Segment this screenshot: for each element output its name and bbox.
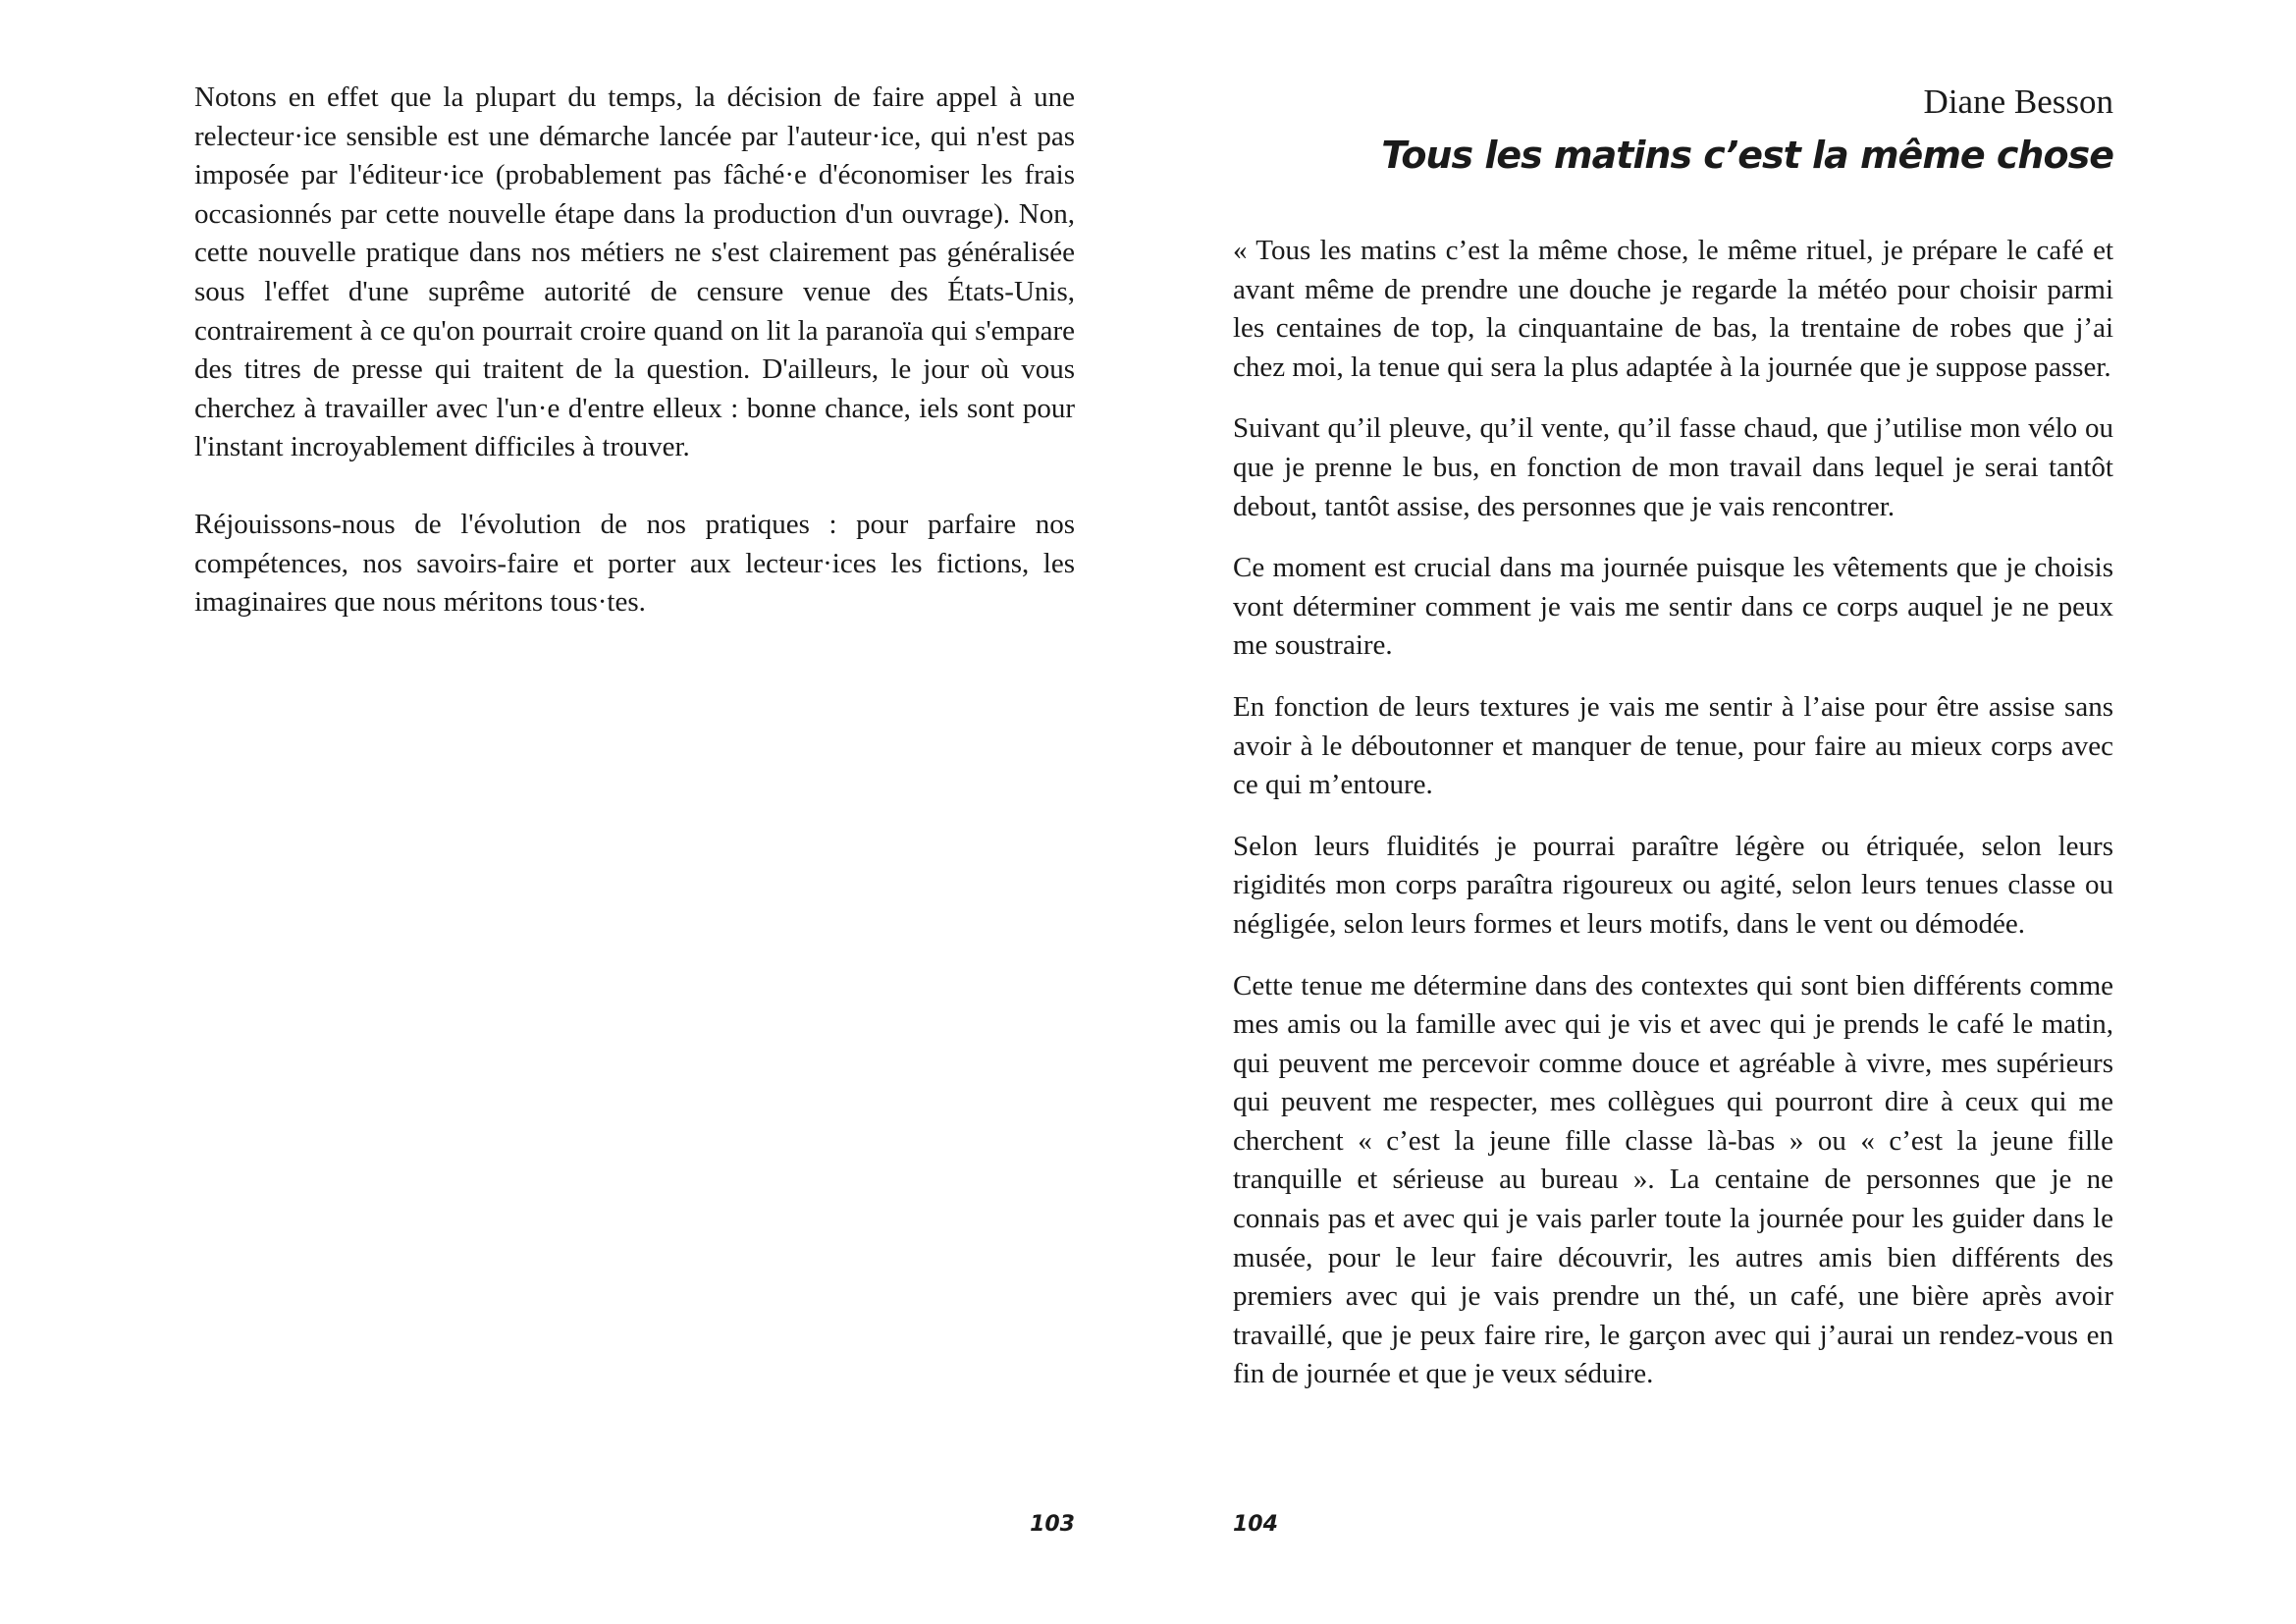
left-page-number: 103	[1030, 1512, 1075, 1537]
left-paragraph-1: Notons en effet que la plupart du temps, la décision de faire appel à une relecteur·ice sensible est une démarche lancée par l'auteur·ice, qui n'est pas imposée par l'éditeur·ice (probablement pas fâché·e d'économiser les frais occasionnés par cette nouvelle étape dans la production d'un ouvrage). Non, cette nouvelle pratique dans nos métiers ne s'est clairement pas généralisée sous l'effet d'une suprême autorité de censure venue des États-Unis, contrairement à ce qu'on pourrait croire quand on lit la paranoïa qui s'empare des titres de presse qui traitent de la question. D'ailleurs, le jour où vous cherchez à travailler avec l'un·e d'entre elleux : bonne chance, iels sont pour l'instant incroyablement difficiles à trouver.	[194, 81, 1075, 463]
right-paragraph-6: Cette tenue me détermine dans des contextes qui sont bien différents comme mes amis ou la famille avec qui je vis et avec qui je prends le café le matin, qui peuvent me percevoir comme douce et agréable à vivre, mes supérieurs qui peuvent me respecter, mes collègues qui pourront dire à ceux qui me cherchent « c’est la jeune fille classe là-bas » ou « c’est la jeune fille tranquille et sérieuse au bureau ». La centaine de personnes que je ne connais pas et avec qui je vais parler toute la journée pour les guider dans le musée, pour le leur faire découvrir, les autres amis bien différents des premiers avec qui je vais prendre un thé, un café, une bière après avoir travaillé, que je peux faire rire, le garçon avec qui j’aurai un rendez-vous en fin de journée et que je veux séduire.	[1233, 969, 2113, 1390]
left-paragraph-2: Réjouissons-nous de l'évolution de nos pratiques : pour parfaire nos compétences, nos savoirs-faire et porter aux lecteur·ices les fictions, les imaginaires que nous méritons tous·tes.	[194, 508, 1075, 619]
right-page-body	[1233, 232, 2113, 1394]
author-name: Diane Besson	[1923, 82, 2113, 121]
right-page	[1148, 0, 2296, 1624]
right-paragraph-3: Ce moment est crucial dans ma journée puisque les vêtements que je choisis vont déterminer comment je vais me sentir dans ce corps auquel je ne peux me soustraire.	[1233, 552, 2113, 662]
right-paragraph-4: En fonction de leurs textures je vais me sentir à l’aise pour être assise sans avoir à le déboutonner et manquer de tenue, pour faire au mieux corps avec ce qui m’entoure.	[1233, 690, 2113, 801]
right-page-number: 104	[1233, 1512, 1278, 1537]
right-paragraph-5: Selon leurs fluidités je pourrai paraître légère ou étriquée, selon leurs rigidités mon corps paraîtra rigoureux ou agité, selon leurs tenues classe ou négligée, selon leurs formes et leurs motifs, dans le vent ou démodée.	[1233, 830, 2113, 940]
left-page-body	[194, 79, 1075, 623]
chapter-title: Tous les matins c’est la même chose	[1381, 134, 2113, 177]
right-paragraph-1: « Tous les matins c’est la même chose, le même rituel, je prépare le café et avant même de prendre une douche je regarde la météo pour choisir parmi les centaines de top, la cinquantaine de bas, la trentaine de robes que j’ai chez moi, la tenue qui sera la plus adaptée à la journée que je suppose passer.	[1233, 235, 2113, 383]
right-paragraph-2: Suivant qu’il pleuve, qu’il vente, qu’il fasse chaud, que j’utilise mon vélo ou que je prenne le bus, en fonction de mon travail dans lequel je serai tantôt debout, tantôt assise, des personnes que je vais rencontrer.	[1233, 412, 2113, 522]
